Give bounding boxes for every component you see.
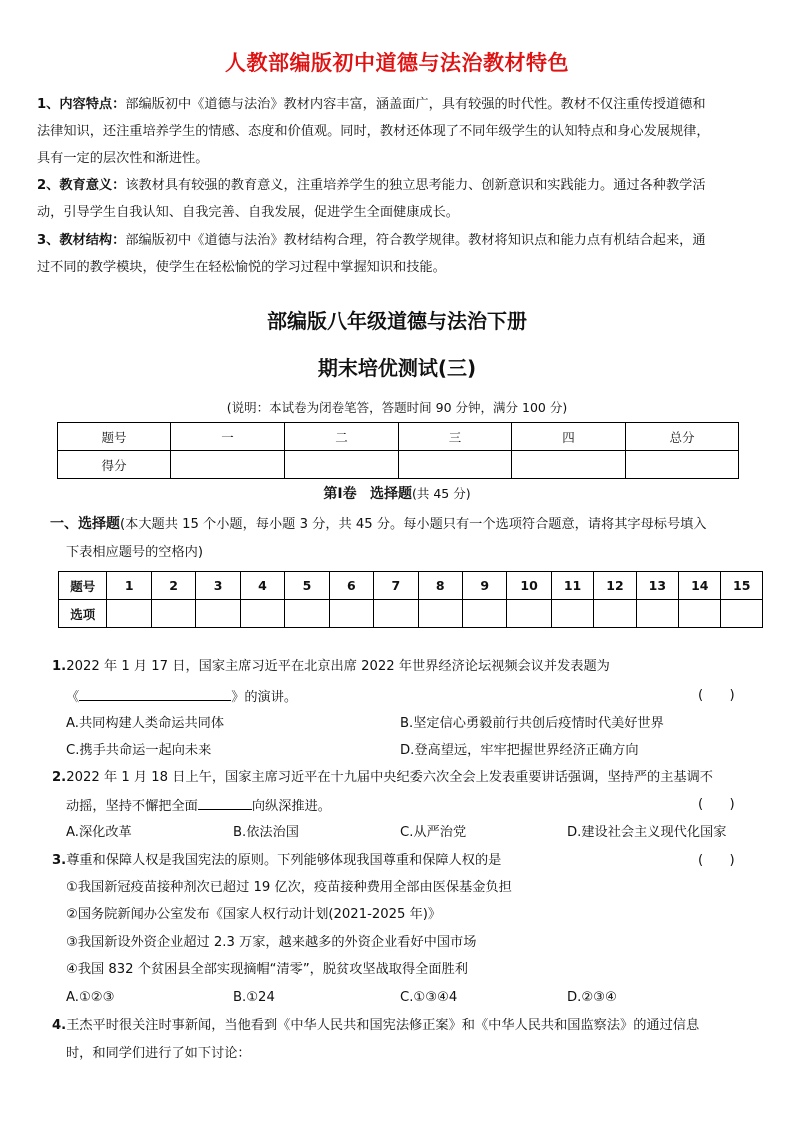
score-header-3: 三: [399, 423, 512, 451]
q3-item-2: ②国务院新闻办公室发布《国家人权行动计划(2021-2025 年)》: [66, 907, 442, 922]
score-header-1: 一: [171, 423, 285, 451]
feature-3-text-1: 部编版初中《道德与法治》教材结构合理，符合教学规律。教材将知识点和能力点有机结合起来，通: [125, 233, 706, 248]
answer-number: 6: [329, 572, 373, 600]
feature-3-line-1: [37, 233, 706, 249]
score-cell[interactable]: [399, 451, 512, 479]
q2-option-d[interactable]: D.建设社会主义现代化国家: [567, 825, 727, 840]
q4-number: 4.: [52, 1018, 67, 1033]
q2-text-1: 2022 年 1 月 18 日上午，国家主席习近平在十九届中央纪委六次全会上发表重要讲话强调，坚持严的主基调不: [66, 770, 713, 785]
feature-2-line-1: [37, 178, 706, 194]
answer-number: 3: [196, 572, 240, 600]
q2-text-2b: 向纵深推进。: [251, 799, 331, 814]
feature-1-line-1: [37, 97, 706, 113]
feature-2-label: 2、教育意义：: [37, 178, 126, 193]
q1-line-2: [66, 688, 297, 706]
answer-cell[interactable]: [418, 600, 462, 628]
answer-number: 8: [418, 572, 462, 600]
q3-line-1: [52, 853, 501, 869]
q1-option-b[interactable]: B.坚定信心勇毅前行共创后疫情时代美好世界: [400, 716, 664, 731]
q4-line-2: 时，和同学们进行了如下讨论：: [66, 1046, 251, 1061]
q1-option-c[interactable]: C.携手共命运一起向未来: [66, 743, 212, 758]
part1-title: 选择题: [369, 486, 412, 502]
q3-option-a[interactable]: A.①②③: [66, 990, 115, 1005]
score-cell[interactable]: [512, 451, 626, 479]
answer-table: [58, 571, 763, 628]
answer-cell[interactable]: [107, 600, 151, 628]
answer-header-label: 题号: [59, 572, 107, 600]
part1-heading: [0, 483, 794, 503]
answer-number: 15: [721, 572, 763, 600]
answer-cell[interactable]: [329, 600, 373, 628]
answer-cell[interactable]: [374, 600, 418, 628]
answer-cell[interactable]: [240, 600, 284, 628]
q1-blank[interactable]: [79, 688, 231, 701]
answer-number: 12: [594, 572, 636, 600]
answer-cell[interactable]: [551, 600, 593, 628]
answer-number: 5: [285, 572, 329, 600]
score-cell[interactable]: [285, 451, 399, 479]
q2-line-1: [52, 770, 713, 786]
answer-cell[interactable]: [594, 600, 636, 628]
score-row-label: 得分: [58, 451, 171, 479]
score-header-4: 四: [512, 423, 626, 451]
q2-number: 2.: [52, 770, 67, 785]
q2-option-b[interactable]: B.依法治国: [233, 825, 299, 840]
answer-cell[interactable]: [507, 600, 551, 628]
q3-item-1: ①我国新冠疫苗接种剂次已超过 19 亿次，疫苗接种费用全部由医保基金负担: [66, 880, 512, 895]
section1-line-2: 下表相应题号的空格内): [66, 545, 204, 560]
banner-title: 人教部编版初中道德与法治教材特色: [225, 51, 569, 75]
answer-cell[interactable]: [285, 600, 329, 628]
feature-2-text-1: 该教材具有较强的教育意义，注重培养学生的独立思考能力、创新意识和实践能力。通过各种教学活: [125, 178, 706, 193]
answer-row-label: 选项: [59, 600, 107, 628]
q3-item-4: ④我国 832 个贫困县全部实现摘帽“清零”，脱贫攻坚战取得全面胜利: [66, 962, 468, 977]
feature-3-line-2: 过不同的教学模块，使学生在轻松愉悦的学习过程中掌握知识和技能。: [37, 260, 446, 275]
q1-text-2a: 《: [66, 690, 80, 705]
score-header-label: 题号: [58, 423, 171, 451]
q3-option-c[interactable]: C.①③④4: [400, 990, 458, 1005]
q1-line-1: [52, 659, 610, 675]
exam-title: 部编版八年级道德与法治下册: [267, 309, 527, 333]
q1-text-1: 2022 年 1 月 17 日，国家主席习近平在北京出席 2022 年世界经济论坛视频会议并发表题为: [66, 659, 610, 674]
answer-cell[interactable]: [636, 600, 678, 628]
q3-option-d[interactable]: D.②③④: [567, 990, 617, 1005]
answer-number: 2: [151, 572, 195, 600]
q4-text-1: 王杰平时很关注时事新闻，当他看到《中华人民共和国宪法修正案》和《中华人民共和国监察法》的通过信息: [66, 1018, 700, 1033]
answer-number: 7: [374, 572, 418, 600]
q1-answer-paren[interactable]: ( ): [698, 688, 735, 703]
score-header-total: 总分: [626, 423, 739, 451]
q2-blank[interactable]: [198, 797, 252, 810]
answer-cell[interactable]: [462, 600, 506, 628]
answer-number: 14: [679, 572, 721, 600]
score-cell[interactable]: [171, 451, 285, 479]
q2-option-c[interactable]: C.从严治党: [400, 825, 467, 840]
answer-number: 1: [107, 572, 151, 600]
score-table: [57, 422, 739, 479]
q2-option-a[interactable]: A.深化改革: [66, 825, 132, 840]
answer-cell[interactable]: [679, 600, 721, 628]
exam-subtitle: 期末培优测试(三): [317, 356, 477, 380]
q3-option-b[interactable]: B.①24: [233, 990, 275, 1005]
feature-1-line-2: 法律知识，还注重培养学生的情感、态度和价值观。同时，教材还体现了不同年级学生的认知特点和身心发展规律，: [37, 124, 710, 139]
exam-instructions: (说明：本试卷为闭卷笔答，答题时间 90 分钟，满分 100 分): [226, 400, 568, 415]
q2-text-2a: 动摇，坚持不懈把全面: [66, 799, 198, 814]
q1-option-d[interactable]: D.登高望远，牢牢把握世界经济正确方向: [400, 743, 639, 758]
q3-answer-paren[interactable]: ( ): [698, 853, 735, 868]
q4-line-1: [52, 1018, 699, 1034]
answer-cell[interactable]: [151, 600, 195, 628]
section1-line-1: [50, 516, 707, 533]
score-cell[interactable]: [626, 451, 739, 479]
feature-1-text-1: 部编版初中《道德与法治》教材内容丰富，涵盖面广，具有较强的时代性。教材不仅注重传授道德和: [125, 97, 706, 112]
part1-points: (共 45 分): [411, 486, 471, 501]
feature-3-label: 3、教材结构：: [37, 233, 126, 248]
score-header-2: 二: [285, 423, 399, 451]
q3-item-3: ③我国新设外资企业超过 2.3 万家，越来越多的外资企业看好中国市场: [66, 935, 477, 950]
answer-number: 13: [636, 572, 678, 600]
q2-answer-paren[interactable]: ( ): [698, 797, 735, 812]
answer-number: 10: [507, 572, 551, 600]
q1-option-a[interactable]: A.共同构建人类命运共同体: [66, 716, 225, 731]
q1-text-2b: 》的演讲。: [231, 690, 298, 705]
answer-number: 9: [462, 572, 506, 600]
q3-text-1: 尊重和保障人权是我国宪法的原则。下列能够体现我国尊重和保障人权的是: [66, 853, 502, 868]
answer-number: 11: [551, 572, 593, 600]
answer-cell[interactable]: [721, 600, 763, 628]
feature-1-label: 1、内容特点：: [37, 97, 126, 112]
q1-number: 1.: [52, 659, 67, 674]
feature-1-line-3: 具有一定的层次性和渐进性。: [37, 151, 209, 166]
q3-number: 3.: [52, 853, 67, 868]
answer-cell[interactable]: [196, 600, 240, 628]
q2-line-2: [66, 797, 331, 815]
section1-text-1: (本大题共 15 个小题，每小题 3 分，共 45 分。每小题只有一个选项符合题意，请将其字母标号填入: [120, 517, 707, 532]
section1-label: 一、选择题: [50, 516, 120, 532]
part1-label: 第Ⅰ卷: [323, 486, 357, 502]
answer-number: 4: [240, 572, 284, 600]
feature-2-line-2: 动，引导学生自我认知、自我完善、自我发展，促进学生全面健康成长。: [37, 205, 459, 220]
